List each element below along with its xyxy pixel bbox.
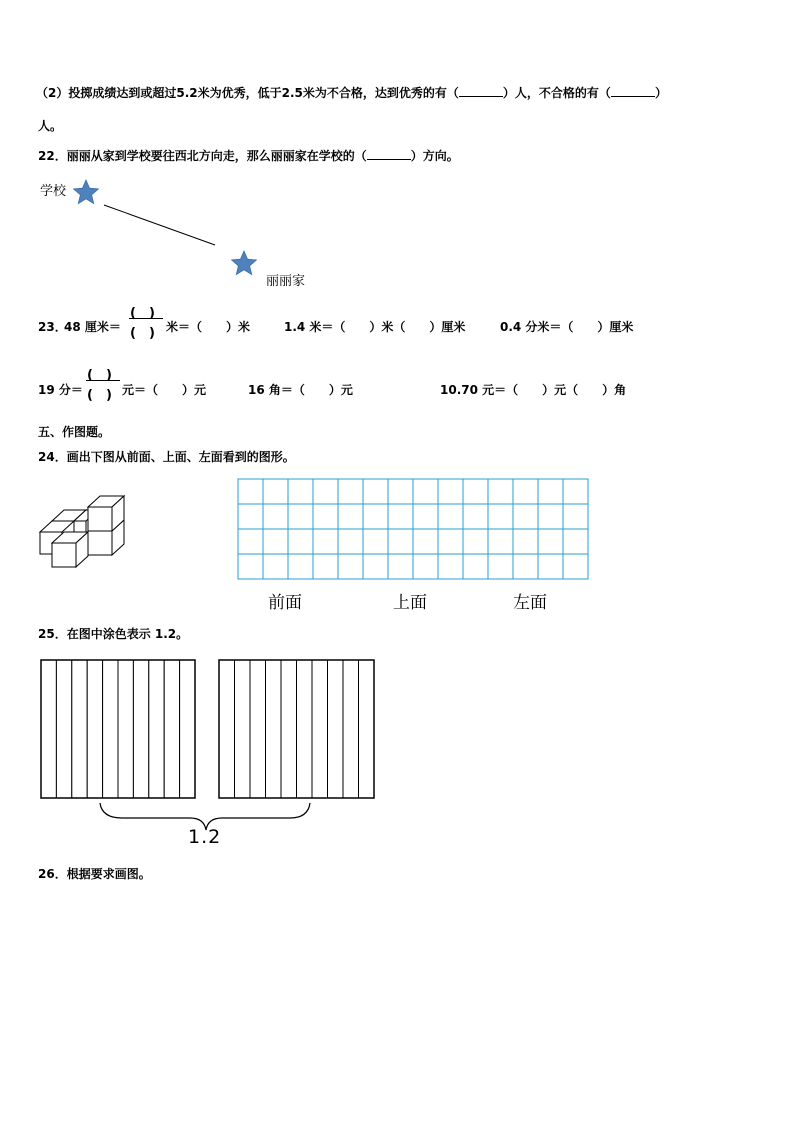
q23-number: 23． bbox=[38, 320, 67, 334]
front-view-label: 前面 bbox=[268, 593, 302, 613]
value-label: 1.2 bbox=[188, 826, 222, 848]
section-title: 五、作图题。 bbox=[38, 425, 111, 439]
q23-part2: 1.4 米＝（ ）米（ ）厘米 bbox=[284, 320, 466, 334]
q23-row2d: 10.70 元＝（ ）元（ ）角 bbox=[440, 383, 627, 397]
strip-cell[interactable] bbox=[328, 660, 344, 798]
strip-cell[interactable] bbox=[359, 660, 375, 798]
strip-cell[interactable] bbox=[281, 660, 297, 798]
strip-cell[interactable] bbox=[297, 660, 313, 798]
strip-cell[interactable] bbox=[219, 660, 235, 798]
strip-cell[interactable] bbox=[118, 660, 133, 798]
strip-cell[interactable] bbox=[235, 660, 251, 798]
strip-cell[interactable] bbox=[312, 660, 328, 798]
q23-part1a: 48 厘米＝ bbox=[64, 320, 121, 334]
strip-cell[interactable] bbox=[149, 660, 164, 798]
q22-text: 22．丽丽从家到学校要往西北方向走，那么丽丽家在学校的（ ）方向。 bbox=[38, 149, 459, 163]
strip-cell[interactable] bbox=[266, 660, 282, 798]
fraction-blank[interactable]: ( ) ( ) bbox=[86, 364, 122, 408]
strip-cell[interactable] bbox=[56, 660, 71, 798]
left-view-label: 左面 bbox=[513, 593, 547, 613]
strip-cell[interactable] bbox=[343, 660, 359, 798]
q23-row2c: 16 角＝（ ）元 bbox=[248, 383, 353, 397]
q21-line2: 人。 bbox=[38, 119, 63, 133]
q23-part1b: 米＝（ ）米 bbox=[166, 320, 251, 334]
q26-text: 26．根据要求画图。 bbox=[38, 867, 151, 881]
top-view-label: 上面 bbox=[393, 593, 427, 613]
strip-cell[interactable] bbox=[72, 660, 87, 798]
q21-line1: （2）投掷成绩达到或超过5.2米为优秀，低于2.5米为不合格，达到优秀的有（ ）人，不合格的有（ ） bbox=[36, 86, 667, 100]
q23-part3: 0.4 分米＝（ ）厘米 bbox=[500, 320, 634, 334]
strip-cell[interactable] bbox=[164, 660, 179, 798]
school-label: 学校 bbox=[40, 184, 67, 199]
q25-text: 25．在图中涂色表示 1.2。 bbox=[38, 627, 189, 641]
q23-row2a: 19 分＝ bbox=[38, 383, 83, 397]
strip-cell[interactable] bbox=[87, 660, 102, 798]
q23-row2b: 元＝（ ）元 bbox=[122, 383, 207, 397]
strip-cell[interactable] bbox=[250, 660, 266, 798]
strip-cell[interactable] bbox=[41, 660, 56, 798]
fraction-blank[interactable]: ( ) ( ) bbox=[129, 302, 165, 346]
home-label: 丽丽家 bbox=[266, 274, 306, 289]
strip-cell[interactable] bbox=[180, 660, 195, 798]
q24-text: 24．画出下图从前面、上面、左面看到的图形。 bbox=[38, 450, 295, 464]
strip-cell[interactable] bbox=[133, 660, 148, 798]
strip-cell[interactable] bbox=[103, 660, 118, 798]
